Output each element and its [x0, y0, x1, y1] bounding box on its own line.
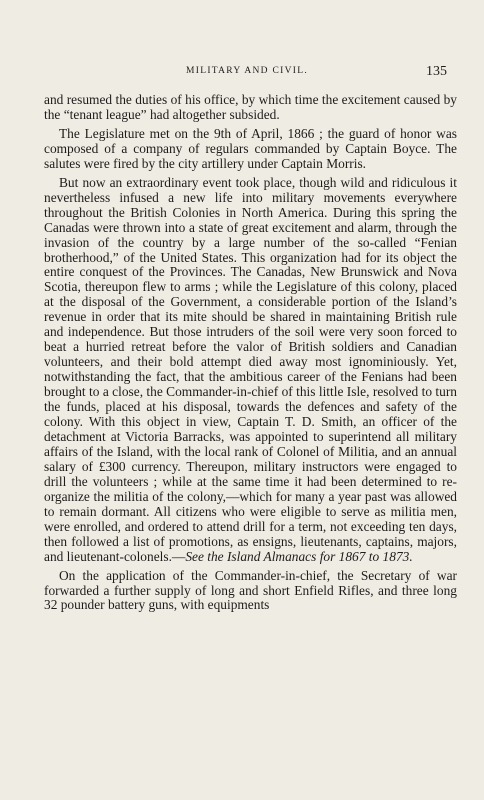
page-number: 135 — [426, 64, 447, 79]
body-text — [44, 93, 457, 613]
almanac-citation: See the Island Almanacs for 1867 to 1873. — [185, 548, 413, 564]
paragraph-text: and resumed the duties of his office, by which time the excitement caused by the “tenant league” had altogether subsided. — [44, 92, 457, 122]
paragraph-text: The Legislature met on the 9th of April, 1866 ; the guard of honor was composed of a company of regulars commanded by Captain Boyce. The salutes were fired by the city artillery under Captain Morris. — [44, 125, 457, 171]
running-head: MILITARY AND CIVIL. — [186, 66, 309, 76]
paragraph-continued — [44, 93, 457, 123]
paragraph-legislature — [44, 127, 457, 172]
paragraph-rifles-supply — [44, 569, 457, 614]
paragraph-text: On the application of the Commander-in-chief, the Secretary of war forwarded a further supply of long and short Enfield Rifles, and three long 32 pounder battery guns, with equipments — [44, 567, 457, 613]
paragraph-fenian-invasion — [44, 176, 457, 565]
paragraph-text: But now an extraordinary event took place, though wild and ridiculous it nevertheless infused a new life into military movements everywhere throughout the British Colonies in North America. During this spring the Canadas were thrown into a state of great excitement and alarm, through the invasion of the country by a large number of the so-called “Fenian brotherhood,” of the United States. This organization had for its object the entire conquest of the Provinces. The Canadas, New Brunswick and Nova Scotia, thereupon flew to arms ; while the Legislature of this colony, placed at the disposal of the Government, a considerable portion of the Island’s revenue in order that its mite should be shared in maintaining British rule and independence. But those intruders of the soil were very soon forced to beat a hurried retreat before the valor of British soldiers and Canadian volunteers, and their bold attempt died away most ignominiously. Yet, notwithstanding the fact, that the ambitious career of the Fenians had been brought to a close, the Commander-in-chief of this little Isle, resolved to turn the funds, placed at his disposal, towards the defences and safety of the colony. With this object in view, Captain T. D. Smith, an officer of the detachment at Victoria Barracks, was appointed to superintend all military affairs of the Island, with the local rank of Colonel of Militia, and an annual salary of £300 currency. Thereupon, military instructors were engaged to drill the volunteers ; while at the same time it had been determined to re-organize the militia of the colony,—which for many a year past was allowed to remain dormant. All citizens who were eligible to serve as militia men, were enrolled, and ordered to attend drill for a term, not exceeding ten days, then followed a list of promotions, as ensigns, lieutenants, captains, majors, and lieutenant-colonels.— — [44, 174, 457, 564]
